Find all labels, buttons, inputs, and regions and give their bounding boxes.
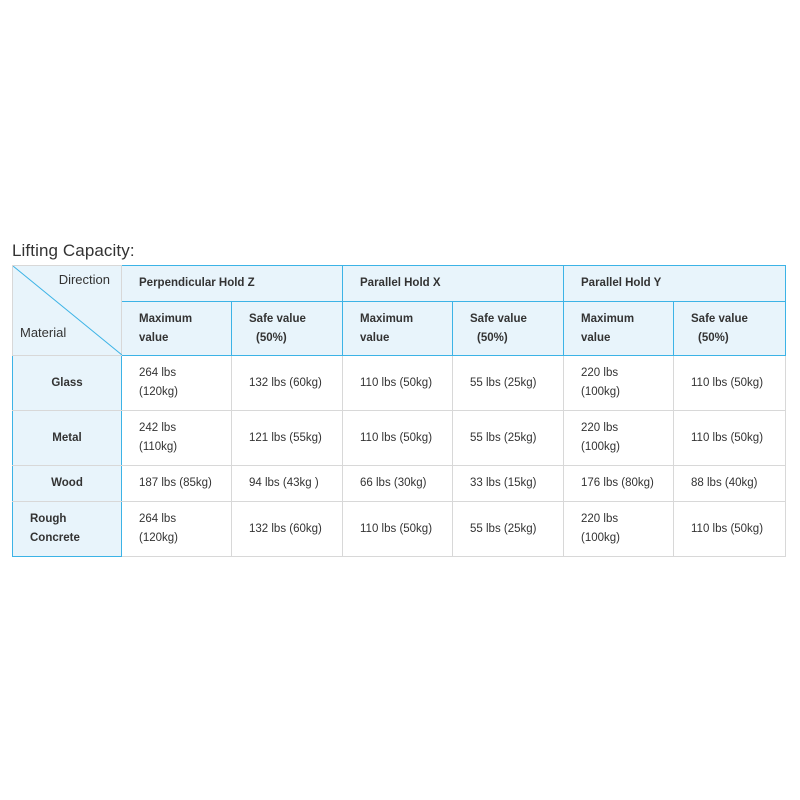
value-cell bbox=[674, 502, 786, 557]
lifting-capacity-table bbox=[12, 265, 786, 557]
value-text: 220 lbs bbox=[581, 367, 619, 379]
material-name: Wood bbox=[51, 477, 83, 489]
value-text: 94 lbs (43kg ) bbox=[249, 477, 319, 489]
value-text: (100kg) bbox=[581, 441, 621, 453]
value-cell bbox=[343, 466, 453, 502]
value-text: 121 lbs (55kg) bbox=[249, 431, 322, 444]
value-text: (100kg) bbox=[581, 532, 621, 544]
group-header-parallel-y: Parallel Hold Y bbox=[564, 266, 786, 302]
material-name: Concrete bbox=[30, 532, 80, 544]
subheader-max-line2: value bbox=[581, 331, 611, 344]
value-text: 132 lbs (60kg) bbox=[249, 522, 322, 535]
subheader-safe-line2: (50%) bbox=[477, 331, 508, 344]
value-text: 110 lbs (50kg) bbox=[360, 522, 433, 535]
subheader-safe-line1: Safe value bbox=[249, 312, 306, 325]
group-header-perpendicular-z: Perpendicular Hold Z bbox=[122, 266, 343, 302]
value-text: 110 lbs (50kg) bbox=[691, 522, 764, 535]
value-cell bbox=[343, 502, 453, 557]
subheader-safe-line2: (50%) bbox=[256, 331, 287, 344]
value-cell bbox=[122, 411, 232, 466]
value-text: 264 lbs bbox=[139, 513, 177, 525]
value-cell bbox=[122, 466, 232, 502]
table-row bbox=[13, 411, 786, 466]
material-name: Metal bbox=[52, 431, 82, 444]
value-text: 55 lbs (25kg) bbox=[470, 376, 537, 389]
material-cell bbox=[13, 411, 122, 466]
subheader-safe-line1: Safe value bbox=[691, 312, 748, 325]
value-text: 33 lbs (15kg) bbox=[470, 477, 537, 489]
material-label: Material bbox=[20, 325, 67, 340]
value-cell bbox=[232, 411, 343, 466]
value-text: 66 lbs (30kg) bbox=[360, 477, 427, 489]
value-text: (110kg) bbox=[139, 441, 178, 453]
material-name: Rough bbox=[30, 513, 67, 525]
value-text: (120kg) bbox=[139, 532, 178, 544]
value-cell bbox=[674, 466, 786, 502]
material-cell bbox=[13, 356, 122, 411]
value-text: 110 lbs (50kg) bbox=[691, 376, 764, 389]
value-cell bbox=[564, 466, 674, 502]
subheader-safe-x bbox=[453, 302, 564, 356]
value-text: 220 lbs bbox=[581, 422, 619, 434]
subheader-safe-z bbox=[232, 302, 343, 356]
value-cell bbox=[453, 411, 564, 466]
value-text: 110 lbs (50kg) bbox=[360, 431, 433, 444]
value-cell bbox=[453, 466, 564, 502]
value-cell bbox=[343, 411, 453, 466]
value-text: (120kg) bbox=[139, 386, 178, 398]
subheader-safe-line1: Safe value bbox=[470, 312, 527, 325]
value-text: 55 lbs (25kg) bbox=[470, 431, 537, 444]
value-text: 110 lbs (50kg) bbox=[691, 431, 764, 444]
subheader-max-line2: value bbox=[360, 331, 390, 344]
value-cell bbox=[232, 502, 343, 557]
value-text: 176 lbs (80kg) bbox=[581, 477, 654, 489]
subheader-max-line1: Maximum bbox=[360, 312, 414, 325]
subheader-safe-line2: (50%) bbox=[698, 331, 729, 344]
subheader-max-y bbox=[564, 302, 674, 356]
value-cell bbox=[232, 356, 343, 411]
value-text: 110 lbs (50kg) bbox=[360, 376, 433, 389]
value-text: 132 lbs (60kg) bbox=[249, 376, 322, 389]
value-cell bbox=[674, 356, 786, 411]
subheader-safe-y bbox=[674, 302, 786, 356]
value-text: 220 lbs bbox=[581, 513, 619, 525]
value-cell bbox=[122, 502, 232, 557]
value-text: 88 lbs (40kg) bbox=[691, 477, 758, 489]
table-row bbox=[13, 356, 786, 411]
value-text: 242 lbs bbox=[139, 422, 177, 434]
subheader-max-line1: Maximum bbox=[581, 312, 635, 325]
direction-label: Direction bbox=[58, 272, 110, 287]
page-title: Lifting Capacity: bbox=[12, 241, 135, 260]
value-cell bbox=[232, 466, 343, 502]
material-cell bbox=[13, 466, 122, 502]
material-name: Glass bbox=[51, 376, 83, 389]
sub-header-row bbox=[13, 302, 786, 356]
value-cell bbox=[453, 502, 564, 557]
corner-header-cell bbox=[13, 266, 122, 356]
material-cell bbox=[13, 502, 122, 557]
table-body bbox=[13, 356, 786, 557]
subheader-max-z bbox=[122, 302, 232, 356]
value-cell bbox=[674, 411, 786, 466]
value-text: 264 lbs bbox=[139, 367, 177, 379]
value-cell bbox=[564, 356, 674, 411]
value-text: 187 lbs (85kg) bbox=[139, 477, 212, 489]
value-cell bbox=[453, 356, 564, 411]
value-cell bbox=[564, 502, 674, 557]
value-cell bbox=[122, 356, 232, 411]
subheader-max-x bbox=[343, 302, 453, 356]
value-cell bbox=[343, 356, 453, 411]
table-row bbox=[13, 502, 786, 557]
group-header-parallel-x: Parallel Hold X bbox=[343, 266, 564, 302]
value-text: (100kg) bbox=[581, 386, 621, 398]
subheader-max-line1: Maximum bbox=[139, 312, 193, 325]
table-row bbox=[13, 466, 786, 502]
subheader-max-line2: value bbox=[139, 331, 169, 344]
value-cell bbox=[564, 411, 674, 466]
group-header-row bbox=[13, 266, 786, 302]
value-text: 55 lbs (25kg) bbox=[470, 522, 537, 535]
